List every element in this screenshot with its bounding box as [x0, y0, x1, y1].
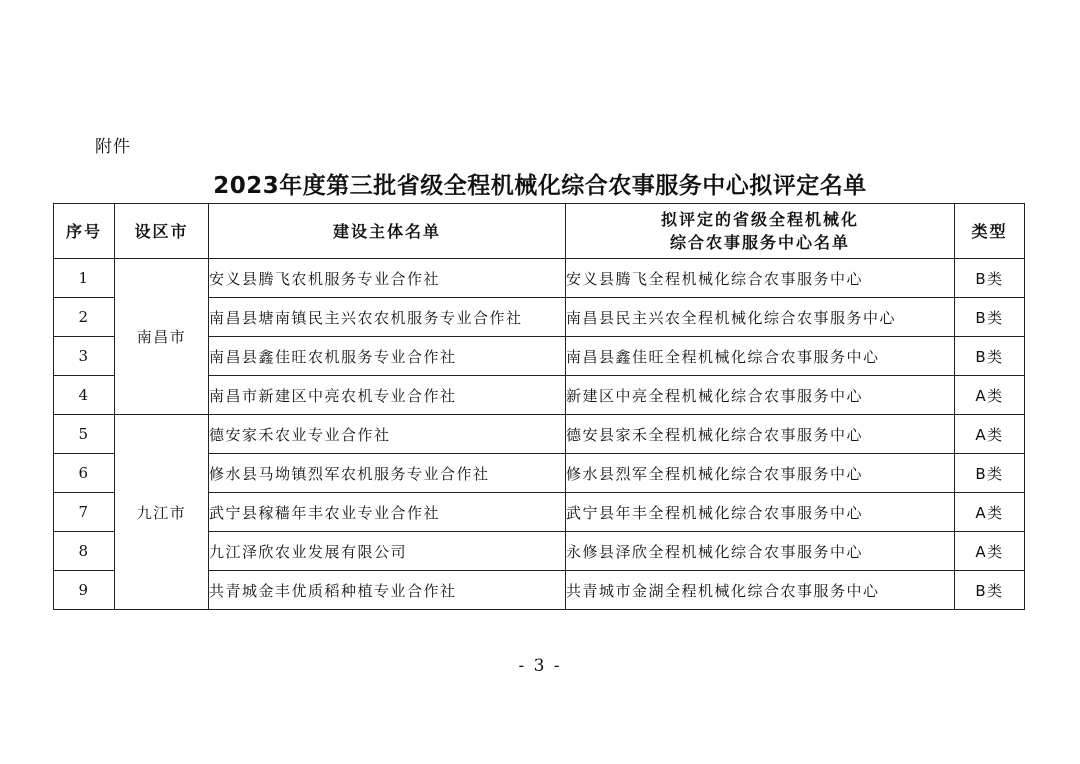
header-no: 序号 — [54, 204, 115, 259]
row-no: 5 — [54, 415, 115, 454]
center-cell: 武宁县年丰全程机械化综合农事服务中心 — [566, 493, 955, 532]
table-header-row — [54, 204, 1025, 259]
entity-cell: 南昌市新建区中亮农机专业合作社 — [209, 376, 566, 415]
table-row — [54, 259, 1025, 298]
entity-cell: 修水县马坳镇烈军农机服务专业合作社 — [209, 454, 566, 493]
row-no: 3 — [54, 337, 115, 376]
header-entity: 建设主体名单 — [209, 204, 566, 259]
type-cell: B类 — [955, 259, 1025, 298]
type-cell: B类 — [955, 571, 1025, 610]
header-center-line1: 拟评定的省级全程机械化 — [660, 210, 859, 229]
center-cell: 共青城市金湖全程机械化综合农事服务中心 — [566, 571, 955, 610]
row-no: 7 — [54, 493, 115, 532]
type-cell: A类 — [955, 415, 1025, 454]
entity-cell: 南昌县塘南镇民主兴农农机服务专业合作社 — [209, 298, 566, 337]
row-no: 9 — [54, 571, 115, 610]
evaluation-list-table — [53, 203, 1025, 610]
page-number: - 3 - — [518, 656, 562, 676]
entity-cell: 九江泽欣农业发展有限公司 — [209, 532, 566, 571]
document-title: 2023年度第三批省级全程机械化综合农事服务中心拟评定名单 — [213, 173, 867, 199]
entity-cell: 安义县腾飞农机服务专业合作社 — [209, 259, 566, 298]
city-cell: 南昌市 — [115, 259, 209, 415]
header-city: 设区市 — [115, 204, 209, 259]
type-cell: A类 — [955, 532, 1025, 571]
center-cell: 南昌县鑫佳旺全程机械化综合农事服务中心 — [566, 337, 955, 376]
row-no: 8 — [54, 532, 115, 571]
center-cell: 新建区中亮全程机械化综合农事服务中心 — [566, 376, 955, 415]
type-cell: B类 — [955, 337, 1025, 376]
center-cell: 修水县烈军全程机械化综合农事服务中心 — [566, 454, 955, 493]
attachment-label: 附件 — [95, 137, 131, 157]
center-cell: 安义县腾飞全程机械化综合农事服务中心 — [566, 259, 955, 298]
type-cell: A类 — [955, 376, 1025, 415]
type-cell: B类 — [955, 298, 1025, 337]
header-center-line2: 综合农事服务中心名单 — [669, 233, 850, 252]
entity-cell: 德安家禾农业专业合作社 — [209, 415, 566, 454]
row-no: 4 — [54, 376, 115, 415]
entity-cell: 武宁县稼穑年丰农业专业合作社 — [209, 493, 566, 532]
row-no: 2 — [54, 298, 115, 337]
center-cell: 南昌县民主兴农全程机械化综合农事服务中心 — [566, 298, 955, 337]
type-cell: A类 — [955, 493, 1025, 532]
center-cell: 永修县泽欣全程机械化综合农事服务中心 — [566, 532, 955, 571]
entity-cell: 共青城金丰优质稻种植专业合作社 — [209, 571, 566, 610]
type-cell: B类 — [955, 454, 1025, 493]
header-type: 类型 — [955, 204, 1025, 259]
table-row — [54, 415, 1025, 454]
entity-cell: 南昌县鑫佳旺农机服务专业合作社 — [209, 337, 566, 376]
row-no: 6 — [54, 454, 115, 493]
center-cell: 德安县家禾全程机械化综合农事服务中心 — [566, 415, 955, 454]
city-cell: 九江市 — [115, 415, 209, 610]
header-center — [566, 204, 955, 259]
row-no: 1 — [54, 259, 115, 298]
